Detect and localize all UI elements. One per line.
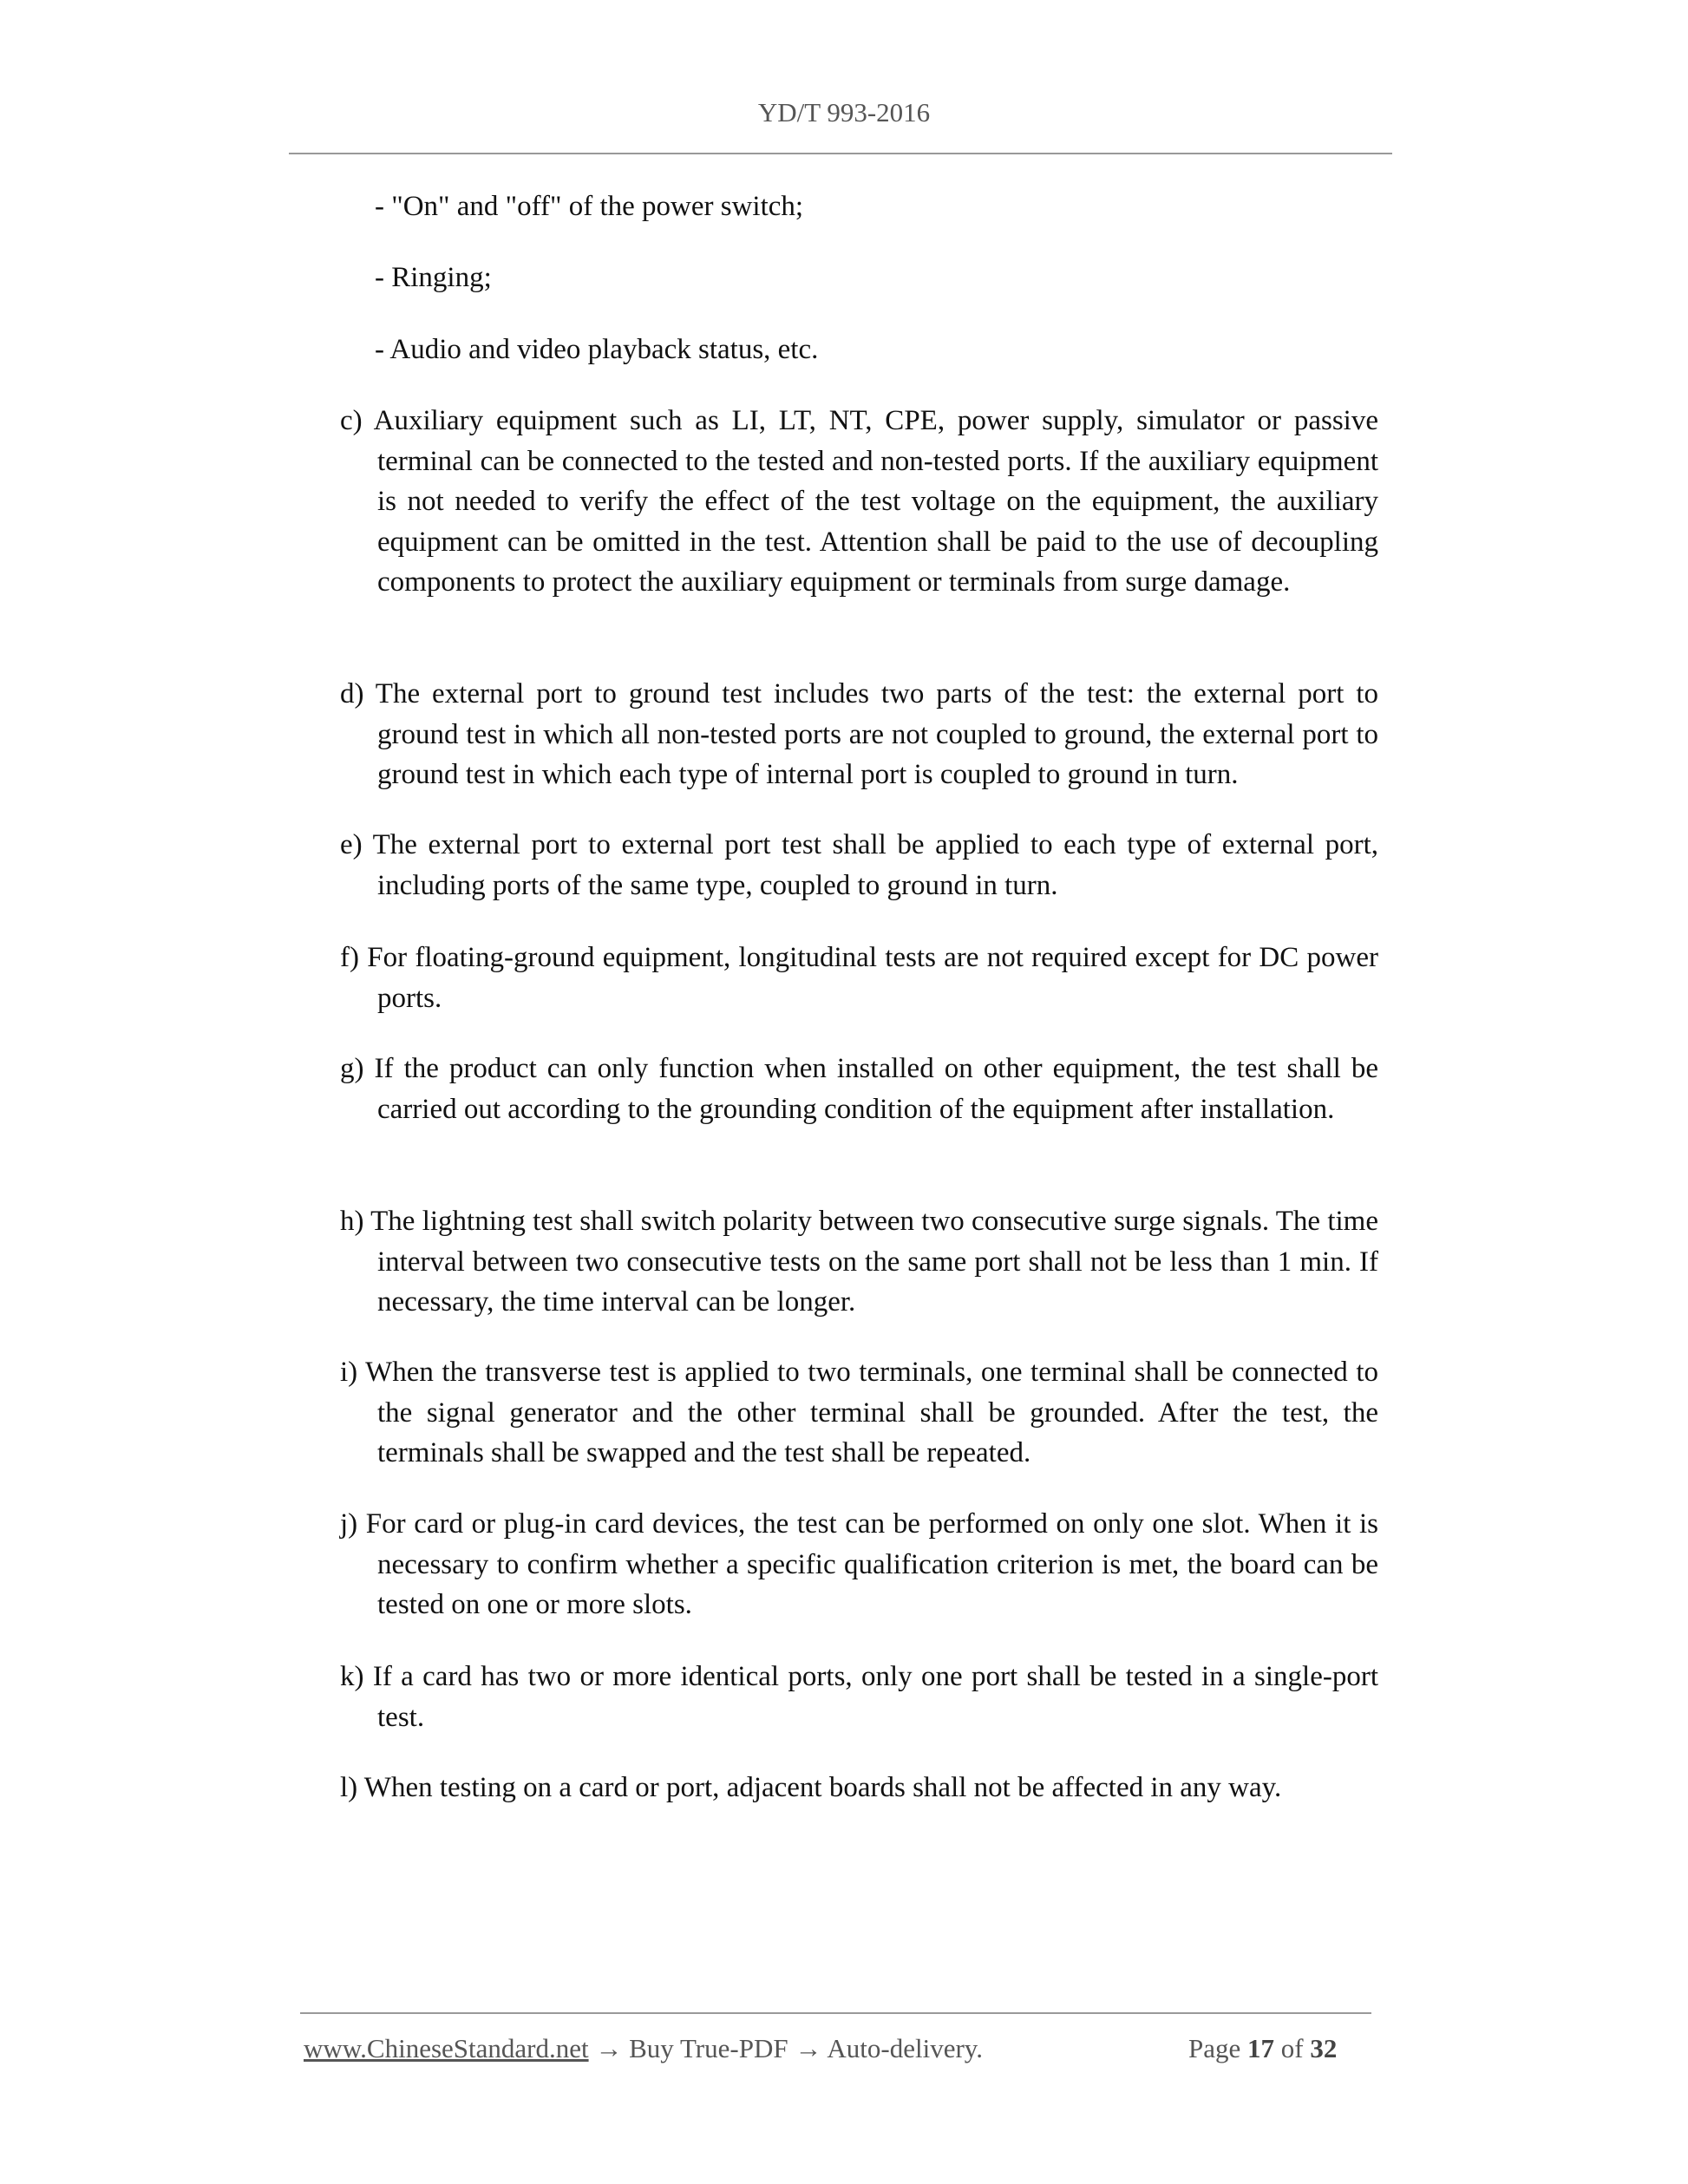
bullet-item: - "On" and "off" of the power switch; [375,191,804,222]
delivery-text: Auto-delivery. [827,2033,984,2063]
list-item-j: j) For card or plug-in card devices, the test can be performed on only one slot. When it is necessary to confirm whether a specific qualification criterion is met, the board can be tested on one or more slots. [340,1508,1378,1620]
list-item-c: c) Auxiliary equipment such as LI, LT, NT, CPE, power supply, simulator or passive terminal can be connected to the tested and non-tested ports. If the auxiliary equipment is not needed to verify the effect of the test voltage on the equipment, the auxiliary equipment can be omitted in the test. Attention shall be paid to the use of decoupling components to protect the auxiliary equipment or terminals from surge damage. [340,405,1378,598]
arrow-icon: → [795,2033,822,2063]
header-divider [289,153,1392,154]
bullet-item: - Audio and video playback status, etc. [375,334,819,365]
buy-text: Buy True-PDF [629,2033,788,2063]
list-item-f: f) For floating-ground equipment, longitudinal tests are not required except for DC power ports. [340,942,1378,1014]
of-label: of [1280,2033,1304,2063]
list-item-k: k) If a card has two or more identical ports, only one port shall be tested in a single-port test. [340,1661,1378,1733]
page-number [1188,2033,1337,2064]
website-link[interactable]: www.ChineseStandard.net [304,2033,589,2063]
current-page: 17 [1247,2033,1275,2063]
page-label: Page [1188,2033,1241,2063]
footer-divider [300,2012,1371,2014]
list-item-h: h) The lightning test shall switch polarity between two consecutive surge signals. The time interval between two consecutive tests on the same port shall not be less than 1 min. If necessary, the time interval can be longer. [340,1206,1378,1318]
list-item-g: g) If the product can only function when installed on other equipment, the test shall be carried out according to the grounding condition of the equipment after installation. [340,1053,1378,1125]
footer-promo [304,2033,983,2064]
list-item-d: d) The external port to ground test includes two parts of the test: the external port to ground test in which all non-tested ports are not coupled to ground, the external port to ground test in which each type of internal port is coupled to ground in turn. [340,678,1378,790]
bullet-item: - Ringing; [375,262,492,293]
list-item-i: i) When the transverse test is applied to two terminals, one terminal shall be connected to the signal generator and the other terminal shall be grounded. After the test, the terminals shall be swapped and the test shall be repeated. [340,1357,1378,1468]
total-pages: 32 [1310,2033,1338,2063]
list-item-e: e) The external port to external port test shall be applied to each type of external port, including ports of the same type, coupled to ground in turn. [340,829,1378,901]
document-id-header: YD/T 993-2016 [757,97,931,128]
list-item-l: l) When testing on a card or port, adjacent boards shall not be affected in any way. [340,1772,1282,1803]
arrow-icon: → [595,2033,623,2063]
